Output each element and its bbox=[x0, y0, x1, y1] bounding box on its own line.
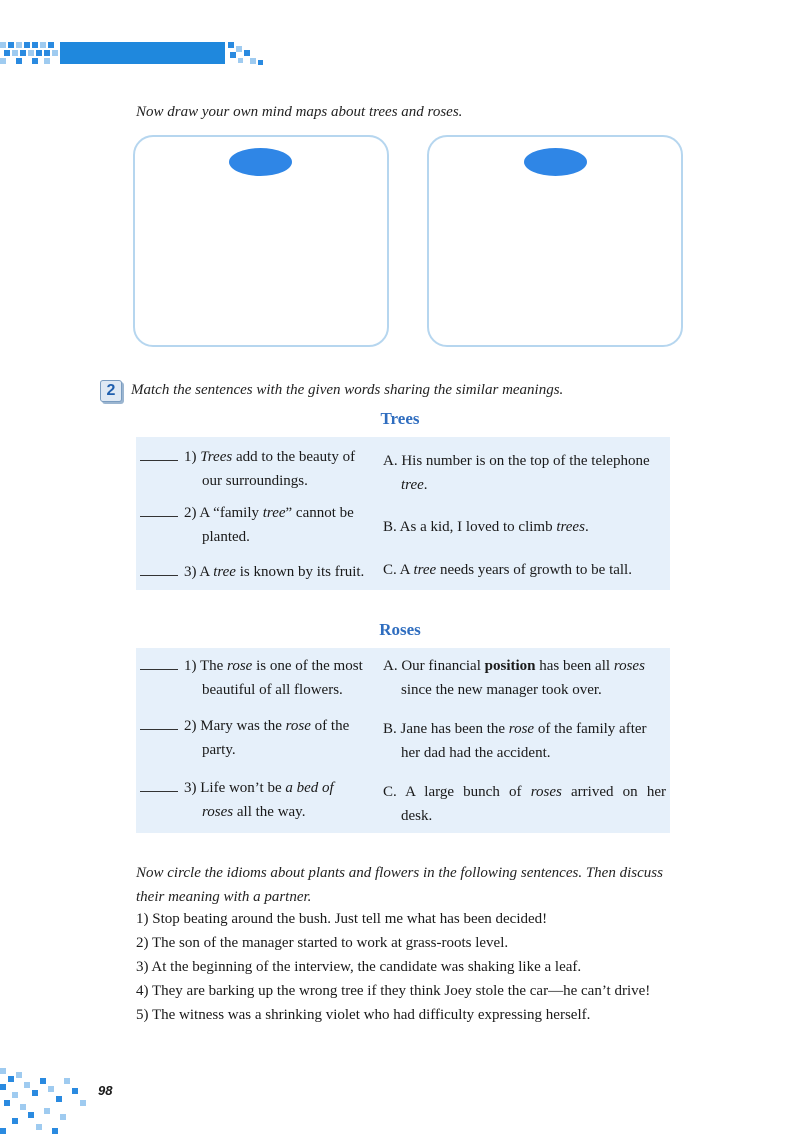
answer-blank[interactable] bbox=[140, 655, 178, 670]
idiom-sentence-3[interactable]: 3) At the beginning of the interview, the candidate was shaking like a leaf. bbox=[136, 959, 582, 975]
idiom-sentence-2[interactable]: 2) The son of the manager started to work at grass-roots level. bbox=[136, 935, 509, 951]
answer-blank[interactable] bbox=[140, 502, 178, 517]
mindmap-center-oval[interactable] bbox=[524, 148, 587, 176]
trees-right-b: B. As a kid, I loved to climb trees. bbox=[383, 519, 589, 535]
mindmap-center-oval[interactable] bbox=[229, 148, 292, 176]
trees-title: Trees bbox=[380, 409, 420, 428]
roses-right-c: C. A large bunch of roses arrived on her desk. bbox=[383, 784, 666, 824]
idiom-sentence-1[interactable]: 1) Stop beating around the bush. Just tell me what has been decided! bbox=[136, 911, 548, 927]
answer-blank[interactable] bbox=[140, 446, 178, 461]
idioms-instruction: Now circle the idioms about plants and flowers in the following sentences. Then discuss their meaning with a partner. bbox=[136, 865, 663, 905]
roses-left-2: 2) Mary was the rose of the party. bbox=[140, 714, 380, 762]
idiom-sentence-5[interactable]: 5) The witness was a shrinking violet who had difficulty expressing herself. bbox=[136, 1007, 591, 1023]
roses-right-b: B. Jane has been the rose of the family after her dad had the accident. bbox=[383, 721, 647, 761]
roses-right-a: A. Our financial position has been all roses since the new manager took over. bbox=[383, 658, 645, 698]
trees-left-1: 1) Trees add to the beauty of our surroundings. bbox=[140, 445, 380, 493]
mindmap-instruction: Now draw your own mind maps about trees and roses. bbox=[136, 104, 463, 120]
roses-left-3: 3) Life won’t be a bed of roses all the way. bbox=[140, 776, 380, 824]
answer-blank[interactable] bbox=[140, 715, 178, 730]
answer-blank[interactable] bbox=[140, 561, 178, 576]
trees-table bbox=[136, 437, 670, 590]
page-number: 98 bbox=[98, 1083, 113, 1098]
trees-left-3: 3) A tree is known by its fruit. bbox=[140, 560, 380, 584]
trees-right-a: A. His number is on the top of the telephone tree. bbox=[383, 453, 650, 493]
header-bar bbox=[60, 42, 225, 64]
trees-right-c: C. A tree needs years of growth to be tall. bbox=[383, 562, 632, 578]
mindmap-box-trees[interactable] bbox=[133, 135, 389, 347]
roses-left-1: 1) The rose is one of the most beautiful of all flowers. bbox=[140, 654, 380, 702]
roses-title: Roses bbox=[379, 620, 421, 639]
idiom-sentence-4[interactable]: 4) They are barking up the wrong tree if they think Joey stole the car—he can’t drive! bbox=[136, 983, 651, 999]
trees-left-2: 2) A “family tree” cannot be planted. bbox=[140, 501, 380, 549]
exercise-number-badge: 2 bbox=[100, 380, 122, 402]
roses-table bbox=[136, 648, 670, 833]
exercise-instruction: Match the sentences with the given words sharing the similar meanings. bbox=[131, 382, 564, 398]
answer-blank[interactable] bbox=[140, 777, 178, 792]
mindmap-box-roses[interactable] bbox=[427, 135, 683, 347]
